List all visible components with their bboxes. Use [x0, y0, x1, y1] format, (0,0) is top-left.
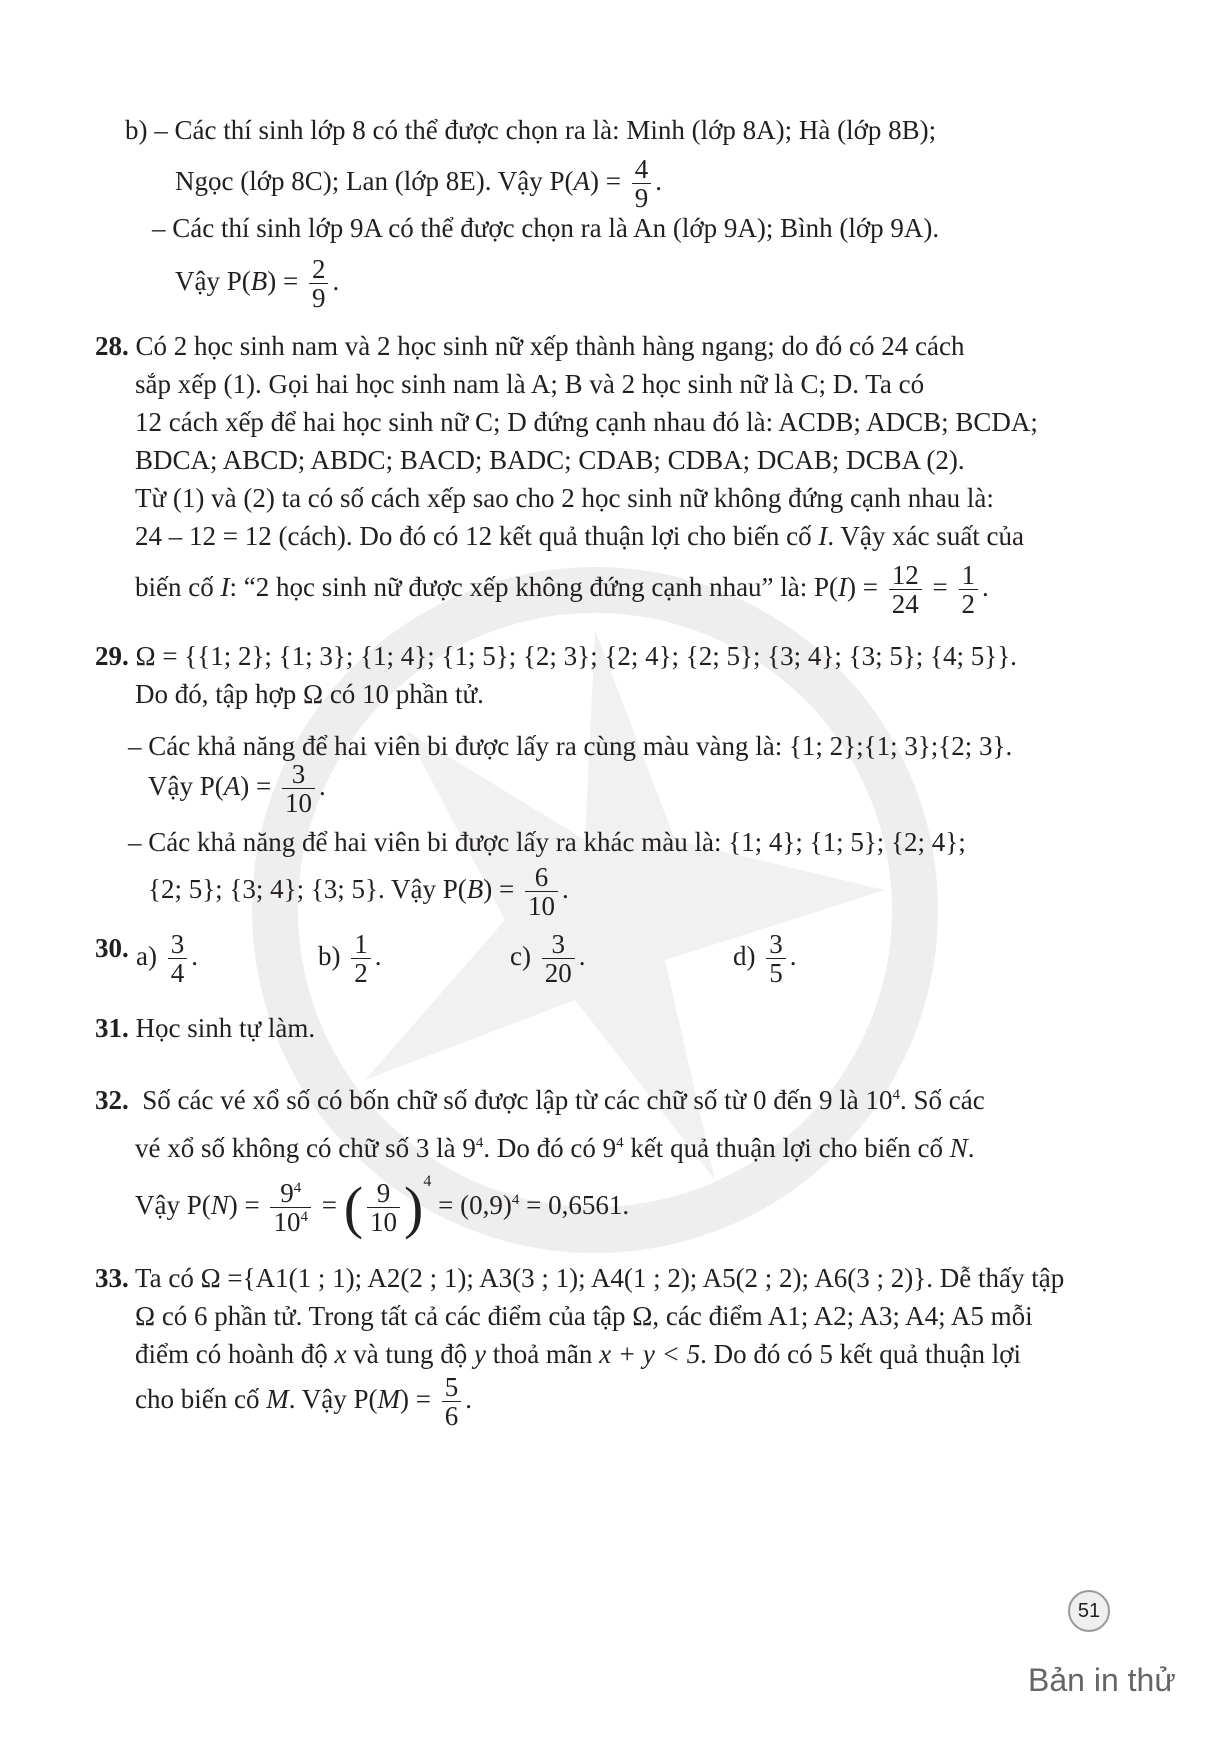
fraction: $\frac{1}{2}$ — [351, 930, 371, 988]
q33-line2: Ω có 6 phần tử. Trong tất cả các điểm của tập Ω, các điểm A1; A2; A3; A4; A5 mỗi — [135, 1301, 1033, 1331]
q29-line4: Vậy P(A) = $\frac{3}{10}$ . — [148, 759, 326, 819]
draft-label: Bản in thử — [1028, 1662, 1176, 1698]
fraction: $\frac{4}{9}$ — [632, 155, 652, 213]
q28-line4: BDCA; ABCD; ABDC; BACD; BADC; CDAB; CDBA; DCAB; DCBA (2). — [135, 445, 965, 475]
q28-line5: Từ (1) và (2) ta có số cách xếp sao cho 2 học sinh nữ không đứng cạnh nhau là: — [135, 483, 994, 513]
fraction: $\frac{3}{5}$ — [766, 930, 786, 988]
q30-answer-a: a) $\frac{3}{4}$ . — [136, 929, 198, 989]
answer-b-line3: – Các thí sinh lớp 9A có thể được chọn ra là An (lớp 9A); Bình (lớp 9A). — [152, 213, 940, 243]
fraction: $\frac{3}{20}$ — [542, 930, 575, 988]
exercise-number: 32. — [95, 1085, 129, 1115]
q31-line: 31. Học sinh tự làm. — [95, 1013, 316, 1043]
fraction: $\frac{5}{6}$ — [442, 1373, 462, 1431]
answer-b-line4: Vậy P(B) = $\frac{2}{9}$ . — [175, 254, 340, 314]
q28-line2: sắp xếp (1). Gọi hai học sinh nam là A; B và 2 học sinh nữ là C; D. Ta có — [135, 369, 925, 399]
q30-answer-d: d) $\frac{3}{5}$ . — [733, 929, 797, 989]
fraction: $\frac{12}{24}$ — [889, 561, 922, 619]
q30-answer-b: b) $\frac{1}{2}$ . — [318, 929, 382, 989]
q33-line3: điểm có hoành độ x và tung độ y thoả mãn x + y < 5. Do đó có 5 kết quả thuận lợi — [135, 1339, 1022, 1369]
q29-line5: – Các khả năng để hai viên bi được lấy ra khác màu là: {1; 4}; {1; 5}; {2; 4}; — [128, 827, 966, 857]
q33-line4: cho biến cố M. Vậy P(M) = $\frac{5}{6}$ . — [135, 1372, 472, 1432]
q28-line3: 12 cách xếp để hai học sinh nữ C; D đứng cạnh nhau đó là: ACDB; ADCB; BCDA; — [135, 407, 1038, 437]
fraction: $\frac{3}{10}$ — [282, 760, 315, 818]
q28-line7: biến cố I: “2 học sinh nữ được xếp không đứng cạnh nhau” là: P(I) = $\frac{12}{24}$ = $\frac{1}{2}$ . — [135, 560, 989, 620]
exercise-number: 29. — [95, 641, 129, 671]
q28-line1: 28. Có 2 học sinh nam và 2 học sinh nữ xếp thành hàng ngang; do đó có 24 cách — [95, 331, 965, 361]
q32-line2: vé xổ số không có chữ số 3 là $9^4$. Do đó có $9^4$ kết quả thuận lợi cho biến cố N. — [135, 1133, 975, 1163]
q29-line3: – Các khả năng để hai viên bi được lấy ra cùng màu vàng là: {1; 2};{1; 3};{2; 3}. — [128, 731, 1013, 761]
q32-line1: 32. Số các vé xổ số có bốn chữ số được lập từ các chữ số từ 0 đến 9 là $10^4$. Số các — [95, 1085, 985, 1115]
q29-line2: Do đó, tập hợp Ω có 10 phần tử. — [135, 679, 484, 709]
fraction: $\frac{3}{4}$ — [168, 930, 188, 988]
q28-line6: 24 – 12 = 12 (cách). Do đó có 12 kết quả thuận lợi cho biến cố I. Vậy xác suất của — [135, 521, 1025, 551]
exercise-number: 28. — [95, 331, 129, 361]
answer-b-line1: b) – Các thí sinh lớp 8 có thể được chọn ra là: Minh (lớp 8A); Hà (lớp 8B); — [125, 115, 937, 145]
fraction: $\frac{1}{2}$ — [959, 561, 979, 619]
q29-line1: 29. Ω = {{1; 2}; {1; 3}; {1; 4}; {1; 5}; {2; 3}; {2; 4}; {2; 5}; {3; 4}; {3; 5}; {4; 5}}. — [95, 641, 1017, 671]
q30-number: 30. — [95, 933, 129, 963]
fraction: $\frac{9}{10}$ — [367, 1179, 400, 1237]
exercise-number: 33. — [95, 1263, 129, 1293]
q33-line1: 33. Ta có Ω ={A1(1 ; 1); A2(2 ; 1); A3(3 ; 1); A4(1 ; 2); A5(2 ; 2); A6(3 ; 2)}. Dễ thấy tập — [95, 1263, 1065, 1293]
q32-line3: Vậy P(N) = $\frac{9^4}{10^4}$ = ( $\frac{9}{10}$ )$^4 = (0,9)^4 = 0,6561$. — [135, 1173, 630, 1240]
page-number: 51 — [1068, 1590, 1110, 1632]
fraction: $\frac{9^4}{10^4}$ — [270, 1179, 311, 1237]
fraction: $\frac{2}{9}$ — [309, 255, 329, 313]
exercise-number: 31. — [95, 1013, 129, 1043]
q30-answer-c: c) $\frac{3}{20}$ . — [510, 929, 586, 989]
answer-b-line2: Ngọc (lớp 8C); Lan (lớp 8E). Vậy P(A) = $\frac{4}{9}$ . — [175, 154, 662, 214]
fraction: $\frac{6}{10}$ — [525, 863, 558, 921]
q29-line6: {2; 5}; {3; 4}; {3; 5}. Vậy P(B) = $\frac{6}{10}$ . — [148, 862, 569, 922]
